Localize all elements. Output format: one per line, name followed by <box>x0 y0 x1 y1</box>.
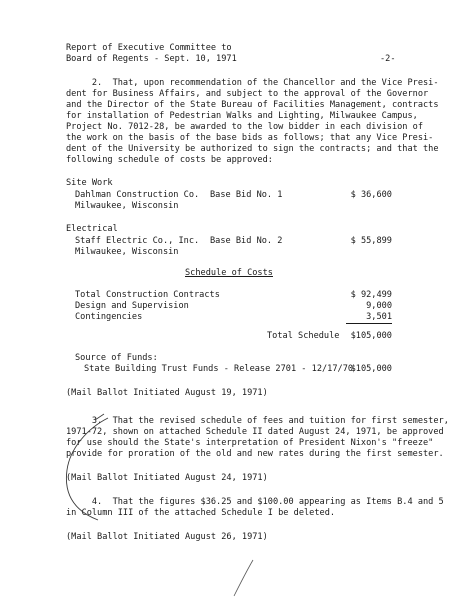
schedule-row-amount: 3,501 <box>366 312 392 322</box>
item3-line-4: provide for proration of the old and new rates during the first semester. <box>66 449 444 459</box>
source-label: Source of Funds: <box>75 353 158 363</box>
mail-ballot-2: (Mail Ballot Initiated August 24, 1971) <box>66 473 268 483</box>
page-number: -2- <box>380 54 396 64</box>
schedule-row-amount: $ 92,499 <box>350 290 392 300</box>
item2-line-6: the work on the basis of the base bids as follows; that any Vice Presi- <box>66 133 434 143</box>
schedule-row-label: Total Construction Contracts <box>75 290 220 300</box>
sitework-bid: Base Bid No. 1 <box>210 190 283 200</box>
sitework-amount: $ 36,600 <box>350 190 392 200</box>
item2-line-8: following schedule of costs be approved: <box>66 155 273 165</box>
item2-line-2: dent for Business Affairs, and subject to the approval of the Governor <box>66 89 429 99</box>
handwritten-slash-mark <box>234 560 253 596</box>
electrical-heading: Electrical <box>66 224 118 234</box>
item3-line-3: for use should the State's interpretation of President Nixon's "freeze" <box>66 438 434 448</box>
electrical-city: Milwaukee, Wisconsin <box>75 247 179 257</box>
handwritten-tick-mark <box>95 414 104 420</box>
item2-line-7: dent of the University be authorized to sign the contracts; and that the <box>66 144 439 154</box>
item4-line-1: 4. That the figures $36.25 and $100.00 appearing as Items B.4 and 5 <box>66 497 444 507</box>
item2-line-4: for installation of Pedestrian Walks and Lighting, Milwaukee Campus, <box>66 111 418 121</box>
total-label: Total Schedule <box>267 331 340 341</box>
schedule-title: Schedule of Costs <box>185 268 273 278</box>
total-amount: $105,000 <box>350 331 392 341</box>
schedule-row-amount: 9,000 <box>366 301 392 311</box>
item4-line-2: in Column III of the attached Schedule I be deleted. <box>66 508 336 518</box>
item2-line-1: 2. That, upon recommendation of the Chancellor and the Vice Presi- <box>66 78 439 88</box>
electrical-bid: Base Bid No. 2 <box>210 236 283 246</box>
schedule-row-label: Contingencies <box>75 312 143 322</box>
handwritten-bracket-mark <box>66 418 108 520</box>
electrical-company: Staff Electric Co., Inc. <box>75 236 200 246</box>
schedule-row-label: Design and Supervision <box>75 301 189 311</box>
item2-line-3: and the Director of the State Bureau of Facilities Management, contracts <box>66 100 439 110</box>
item3-line-2: 1971-72, shown on attached Schedule II dated August 24, 1971, be approved <box>66 427 444 437</box>
item2-line-5: Project No. 7012-28, be awarded to the low bidder in each division of <box>66 122 423 132</box>
sitework-heading: Site Work <box>66 178 113 188</box>
source-text: State Building Trust Funds - Release 2701 - 12/17/70 <box>84 364 354 374</box>
source-amount: $105,000 <box>350 364 392 374</box>
header-line-1: Report of Executive Committee to <box>66 43 232 53</box>
sitework-city: Milwaukee, Wisconsin <box>75 201 179 211</box>
electrical-amount: $ 55,899 <box>350 236 392 246</box>
item3-line-1: 3. That the revised schedule of fees and tuition for first semester, <box>66 416 449 426</box>
sitework-company: Dahlman Construction Co. <box>75 190 200 200</box>
mail-ballot-3: (Mail Ballot Initiated August 26, 1971) <box>66 532 268 542</box>
header-line-2: Board of Regents - Sept. 10, 1971 <box>66 54 237 64</box>
mail-ballot-1: (Mail Ballot Initiated August 19, 1971) <box>66 388 268 398</box>
